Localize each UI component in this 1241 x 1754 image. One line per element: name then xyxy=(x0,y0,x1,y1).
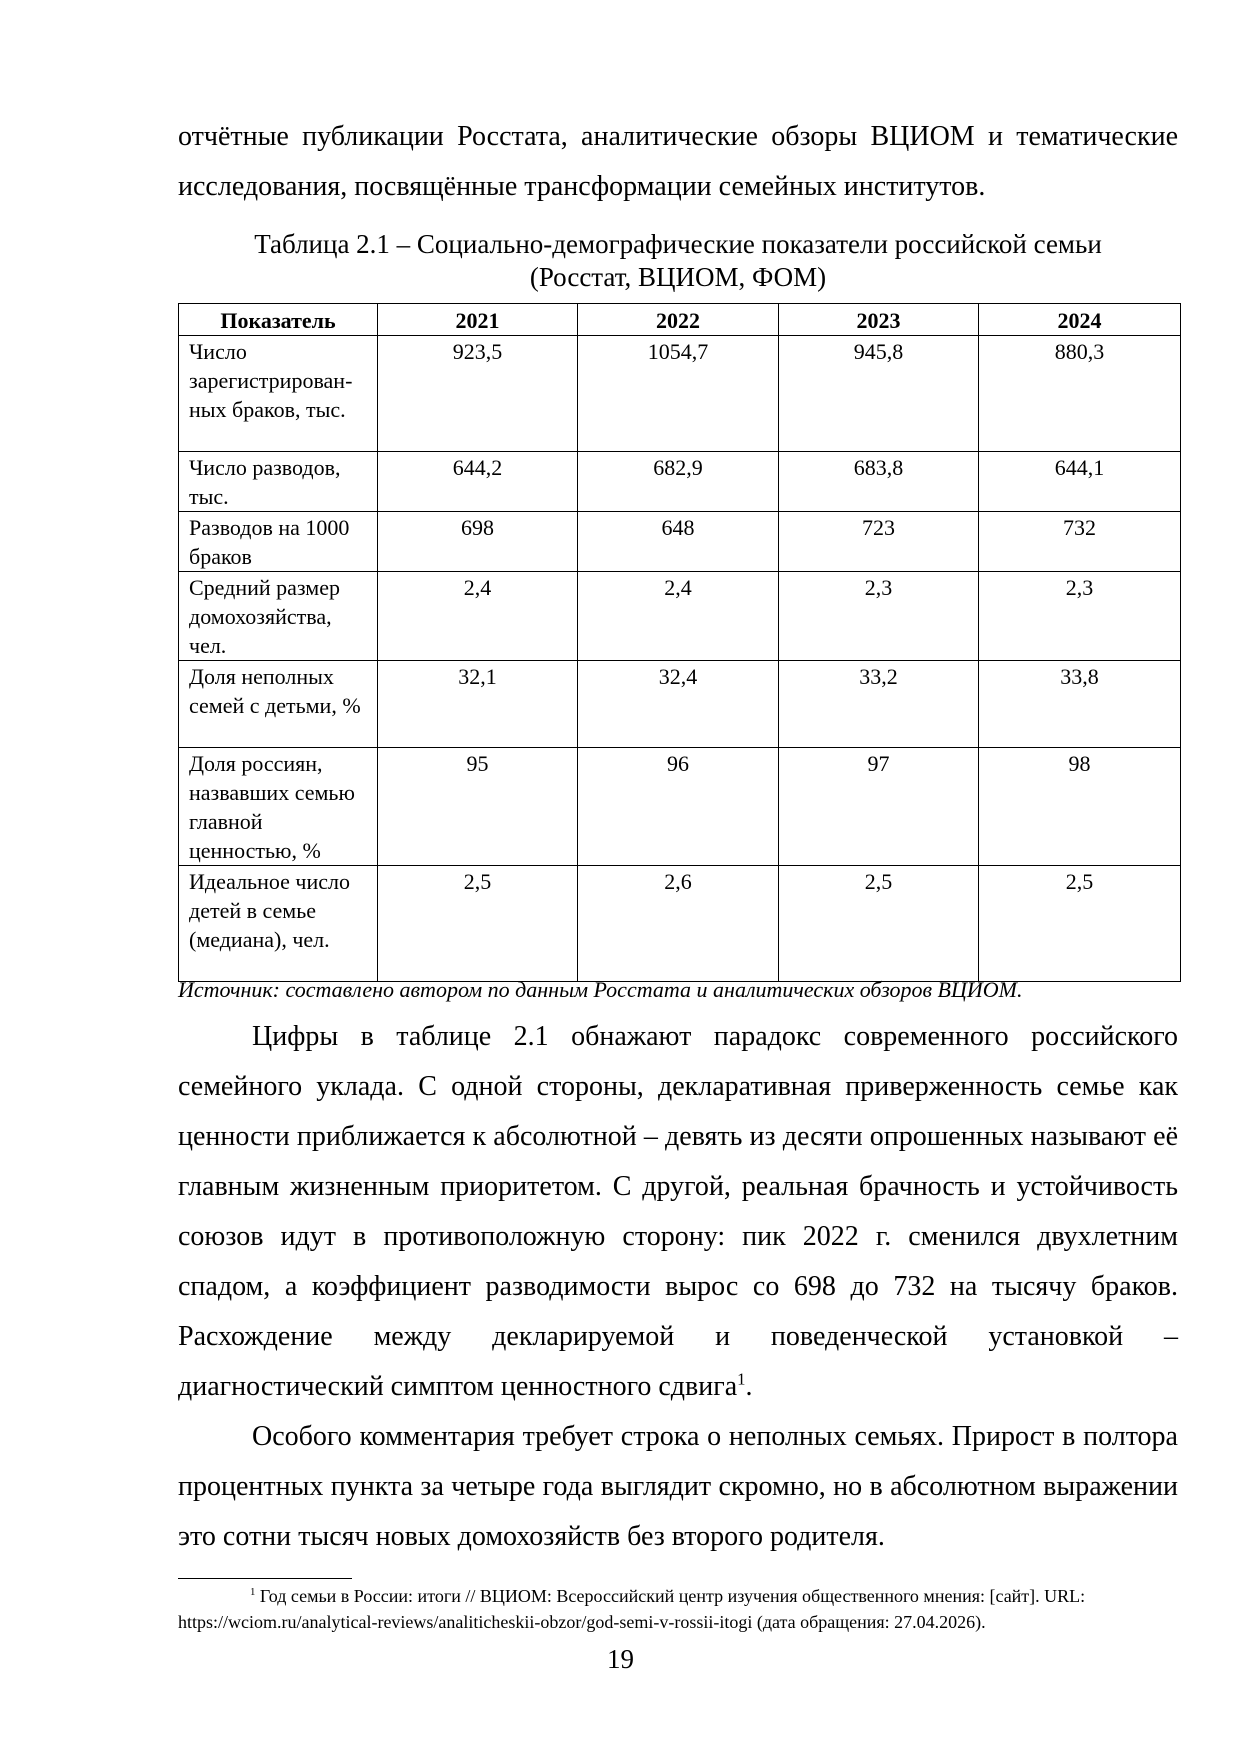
indicator-cell: Доля неполных семей с детьми, % xyxy=(179,661,378,748)
indicator-cell: Идеальное число детей в семье (медиана), чел. xyxy=(179,866,378,982)
table-row xyxy=(179,452,1181,512)
value-cell: 683,8 xyxy=(779,452,979,512)
value-cell: 98 xyxy=(979,748,1181,866)
value-cell: 923,5 xyxy=(378,336,578,452)
footnote xyxy=(178,1583,1178,1635)
header-2022: 2022 xyxy=(578,304,779,336)
value-cell: 2,5 xyxy=(779,866,979,982)
value-cell: 2,5 xyxy=(378,866,578,982)
indicator-cell: Число зарегистрированных браков, тыс. xyxy=(179,336,378,452)
value-cell: 1054,7 xyxy=(578,336,779,452)
intro-line-2: исследования, посвящённые трансформации семейных институтов. xyxy=(178,171,986,202)
indicators-table xyxy=(178,303,1181,982)
body-text xyxy=(178,1012,1178,1562)
table-caption-line-2: (Росстат, ВЦИОМ, ФОМ) xyxy=(529,262,827,292)
value-cell: 33,2 xyxy=(779,661,979,748)
footnote-reference[interactable]: 1 xyxy=(737,1369,746,1389)
body-paragraph-1-text: Цифры в таблице 2.1 обнажают парадокс современного российского семейного уклада. С одной стороны, декларативная приверженность семье как ценности приближается к абсолютной – девять из десяти опрошенных называют её главным жизненным приоритетом. С другой, реальная брачность и устойчивость союзов идут в противоположную сторону: пик 2022 г. сменился двухлетним спадом, а коэффициент разводимости вырос со 698 до 732 на тысячу браков. Расхождение между декларируемой и поведенческой установкой – диагностический симптом ценностного сдвига xyxy=(178,1021,1178,1402)
indicator-cell: Число разводов, тыс. xyxy=(179,452,378,512)
body-paragraph-1 xyxy=(178,1012,1178,1412)
value-cell: 33,8 xyxy=(979,661,1181,748)
header-2021: 2021 xyxy=(378,304,578,336)
indicator-cell: Средний размер домохозяйства, чел. xyxy=(179,572,378,661)
value-cell: 2,5 xyxy=(979,866,1181,982)
table-row xyxy=(179,748,1181,866)
table-caption xyxy=(178,228,1178,294)
table-row xyxy=(179,336,1181,452)
table-source-note: Источник: составлено автором по данным Росстата и аналитических обзоров ВЦИОМ. xyxy=(178,977,1023,1002)
table-row xyxy=(179,572,1181,661)
indicator-cell: Доля россиян, назвавших семью главной ценностью, % xyxy=(179,748,378,866)
footnote-indent xyxy=(178,1586,255,1606)
footnote-divider xyxy=(178,1578,352,1579)
value-cell: 32,4 xyxy=(578,661,779,748)
value-cell: 2,6 xyxy=(578,866,779,982)
value-cell: 2,4 xyxy=(378,572,578,661)
value-cell: 32,1 xyxy=(378,661,578,748)
indicator-cell: Разводов на 1000 браков xyxy=(179,512,378,572)
value-cell: 880,3 xyxy=(979,336,1181,452)
body-paragraph-2: Особого комментария требует строка о неполных семьях. Прирост в полтора процентных пункта за четыре года выглядит скромно, но в абсолютном выражении это сотни тысяч новых домохозяйств без второго родителя. xyxy=(178,1421,1178,1552)
value-cell: 97 xyxy=(779,748,979,866)
header-2023: 2023 xyxy=(779,304,979,336)
value-cell: 2,4 xyxy=(578,572,779,661)
value-cell: 95 xyxy=(378,748,578,866)
table-row xyxy=(179,866,1181,982)
table-caption-line-1: Таблица 2.1 – Социально-демографические показатели российской семьи xyxy=(254,229,1102,259)
body-paragraph-1-end: . xyxy=(745,1371,753,1402)
header-2024: 2024 xyxy=(979,304,1181,336)
value-cell: 723 xyxy=(779,512,979,572)
value-cell: 2,3 xyxy=(979,572,1181,661)
value-cell: 682,9 xyxy=(578,452,779,512)
value-cell: 644,2 xyxy=(378,452,578,512)
value-cell: 644,1 xyxy=(979,452,1181,512)
header-indicator: Показатель xyxy=(179,304,378,336)
footnote-text: Год семьи в России: итоги // ВЦИОМ: Всероссийский центр изучения общественного мнения: [сайт]. URL: https://wciom.ru/analytical-reviews/analiticheskii-obzor/god-semi-v-rossii-itogi (дата обращения: 27.04.2026). xyxy=(178,1586,1086,1632)
table-row xyxy=(179,661,1181,748)
value-cell: 732 xyxy=(979,512,1181,572)
intro-paragraph xyxy=(178,112,1178,212)
value-cell: 648 xyxy=(578,512,779,572)
table-header-row xyxy=(179,304,1181,336)
value-cell: 945,8 xyxy=(779,336,979,452)
value-cell: 2,3 xyxy=(779,572,979,661)
page-number: 19 xyxy=(607,1644,634,1674)
intro-line-1: отчётные публикации Росстата, аналитические обзоры ВЦИОМ и тематические xyxy=(178,121,1178,152)
value-cell: 698 xyxy=(378,512,578,572)
footnote-number: 1 xyxy=(250,1586,256,1598)
table-row xyxy=(179,512,1181,572)
value-cell: 96 xyxy=(578,748,779,866)
